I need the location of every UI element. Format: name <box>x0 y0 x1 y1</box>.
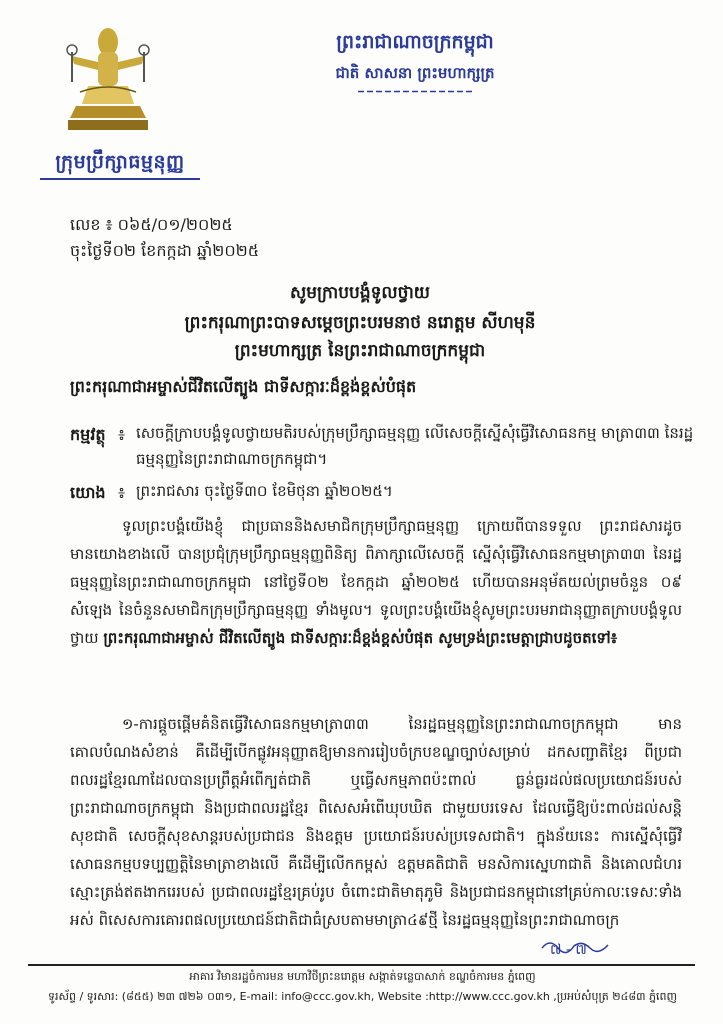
body-paragraph-1-honorific: ព្រះករុណាជាអម្ចាស់ ជីវិតលើត្បូង ជាទីសក្ការៈដ៏ខ្ពង់ខ្ពស់បំផុត សូមទ្រង់ព្រះមេត្តាជ្រាបដូចតទៅ៖ <box>103 629 618 647</box>
council-underline <box>40 178 200 180</box>
salutation-line: សូមក្រាបបង្គំទូលថ្វាយ <box>290 283 430 303</box>
council-name: ក្រុមប្រឹក្សាធម្មនុញ្ញ <box>55 151 185 173</box>
national-motto: ជាតិ សាសនា ព្រះមហាក្សត្រ <box>335 64 495 82</box>
reference-label: យោង <box>70 483 106 502</box>
page-number: ៧ - ៧ <box>550 942 587 958</box>
subject-text: សេចក្តីក្រាបបង្គំទូលថ្វាយមតិរបស់ក្រុមប្រឹក្សាធម្មនុញ្ញ លើសេចក្តីស្នើសុំធ្វើវិសោធនកម្ម មាត្រា៣៣ នៃរដ្ឋធម្មនុញ្ញនៃព្រះរាជាណាចក្រកម្ពុជា។ <box>136 424 694 468</box>
letter-date: ចុះថ្ងៃទី០២ ខែកក្កដា ឆ្នាំ២០២៥ <box>70 241 260 260</box>
footer-address: អាគារ វិមានរដ្ឋចំការមន មហាវិថីព្រះនរោត្តម សង្កាត់ទន្លេបាសាក់ ខណ្ឌចំការមន ភ្នំពេញ <box>189 970 536 983</box>
honorific-greeting: ព្រះករុណាជាអម្ចាស់ជីវិតលើត្បូង ជាទីសក្ការៈដ៏ខ្ពង់ខ្ពស់បំផុត <box>70 377 417 396</box>
kingdom-title: ព្រះរាជាណាចក្រកម្ពុជា <box>336 31 494 53</box>
body-paragraph-1 <box>70 512 682 652</box>
subject-colon: ៖ <box>118 425 126 444</box>
footer-divider <box>28 964 695 966</box>
reference-text: ព្រះរាជសារ ចុះថ្ងៃទី៣០ ខែមិថុនា ឆ្នាំ២០២៥។ <box>136 482 393 500</box>
footer-contact: ទូរស័ព្ទ / ទូរសារ: (៨៥៥) ២៣ ៧២៦ ០៣១, E-mail: info@ccc.gov.kh, Website :http://www.ccc.gov.kh ,ប្រអប់សំបុត្រ ២៤៨៣ ភ្នំពេញ <box>48 990 677 1003</box>
subject-label: កម្មវត្ថុ <box>70 425 106 444</box>
council-emblem-icon <box>58 22 158 140</box>
body-paragraph-2: ១-ការផ្តួចផ្តើមគំនិតធ្វើវិសោធនកម្មមាត្រា៣៣ នៃរដ្ឋធម្មនុញ្ញនៃព្រះរាជាណាចក្រកម្ពុជា មានគោលបំណងសំខាន់ គឺដើម្បីបើកផ្លូវអនុញ្ញាតឱ្យមានការរៀបចំក្របខណ្ឌច្បាប់សម្រាប់ ដកសញ្ជាតិខ្មែរ ពីប្រជាពលរដ្ឋខ្មែរណាដែលបានប្រព្រឹត្តអំពើក្បត់ជាតិ ឬធ្វើសកម្មភាពប៉ះពាល់ ធ្ងន់ធ្ងរដល់ផលប្រយោជន៍របស់ព្រះរាជាណាចក្រកម្ពុជា និងប្រជាពលរដ្ឋខ្មែរ ពិសេសអំពើឃុបឃិត ជាមួយបរទេស ដែលធ្វើឱ្យប៉ះពាល់ដល់សន្តិសុខជាតិ សេចក្តីសុខសាន្តរបស់ប្រជាជន និងឧត្តម ប្រយោជន៍របស់ប្រទេសជាតិ។ ក្នុងន័យនេះ ការស្នើសុំធ្វើវិសោធនកម្មបទប្បញ្ញត្តិនៃមាត្រាខាងលើ គឺដើម្បីលើកកម្ពស់ ឧត្តមគតិជាតិ មនសិការស្នេហាជាតិ និងគោលជំហរស្មោះត្រង់ឥតងាករេរបស់ ប្រជាពលរដ្ឋខ្មែរគ្រប់រូប ចំពោះជាតិមាតុភូមិ និងប្រជាជនកម្ពុជានៅគ្រប់កាលៈទេសៈទាំងអស់ ពិសេសការគោរពផលប្រយោជន៍ជាតិជាធំស្របតាមមាត្រា៤៩ថ្មី នៃរដ្ឋធម្មនុញ្ញនៃព្រះរាជាណាចក្រ <box>70 715 682 929</box>
addressee-title: ព្រះមហាក្សត្រ នៃព្រះរាជាណាចក្រកម្ពុជា <box>234 341 486 361</box>
ornament-divider-icon <box>358 90 474 93</box>
addressee-name: ព្រះករុណាព្រះបាទសម្តេចព្រះបរមនាថ នរោត្តម សីហមុនី <box>184 313 536 333</box>
body-paragraph-1-text: ទូលព្រះបង្គំយើងខ្ញុំ ជាប្រធាននិងសមាជិកក្រុមប្រឹក្សាធម្មនុញ្ញ ក្រោយពីបានទទួល ព្រះរាជសារដូចមានយោងខាងលើ បានប្រជុំក្រុមប្រឹក្សាធម្មនុញ្ញពិនិត្យ ពិភាក្សាលើសេចក្តី ស្នើសុំធ្វើវិសោធនកម្មមាត្រា៣៣ នៃរដ្ឋធម្មនុញ្ញនៃព្រះរាជាណាចក្រកម្ពុជា នៅថ្ងៃទី០២ ខែកក្កដា ឆ្នាំ២០២៥ ហើយបានអនុម័តយល់ព្រមចំនួន ០៩ សំឡេង នៃចំនួនសមាជិកក្រុមប្រឹក្សាធម្មនុញ្ញ ទាំងមូល។ ទូលព្រះបង្គំយើងខ្ញុំសូមព្រះបរមរាជានុញ្ញាតក្រាបបង្គំទូលថ្វាយ <box>70 517 682 647</box>
reference-number: លេខ ៖ ០៦៥/០១/២០២៥ <box>70 215 233 234</box>
reference-colon: ៖ <box>118 483 126 502</box>
